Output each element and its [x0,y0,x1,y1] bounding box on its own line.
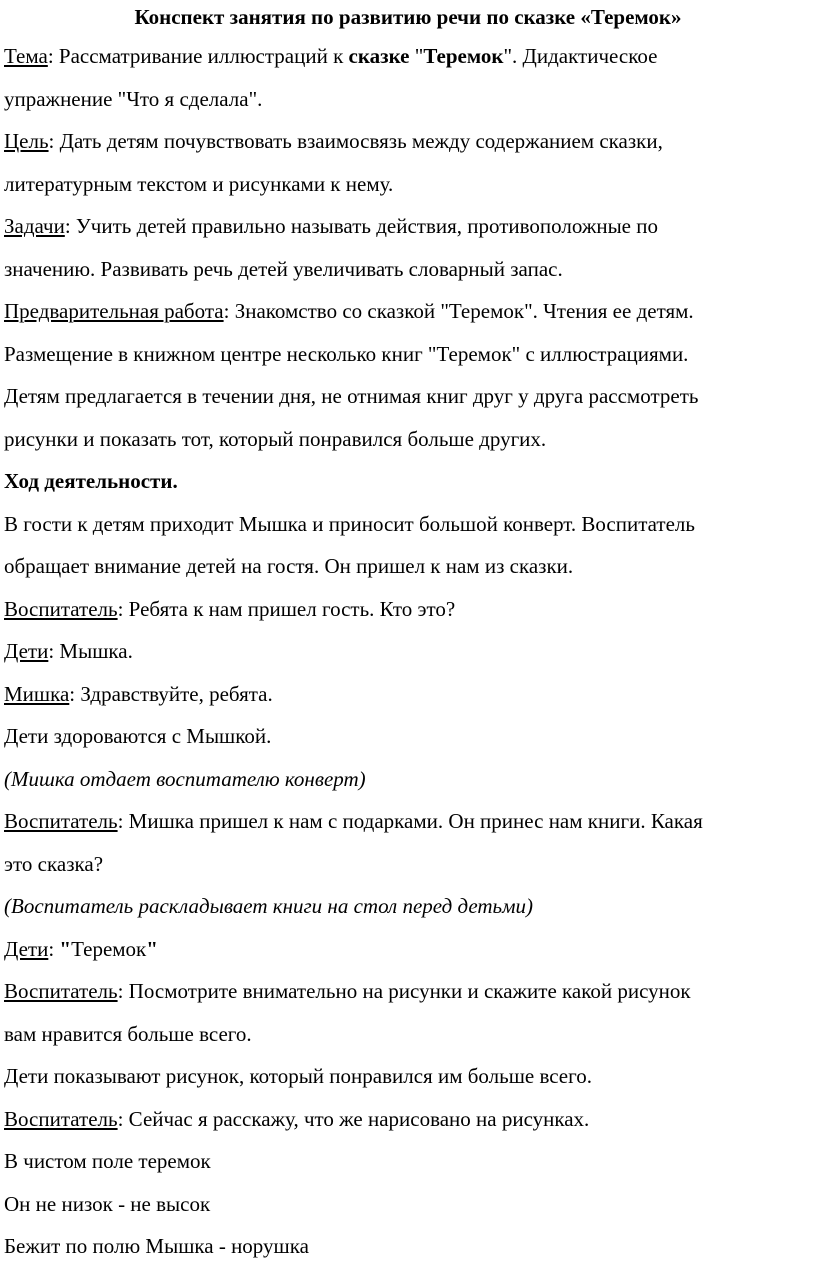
prep-text: : Знакомство со сказкой "Теремок". Чтения ее детям. [223,299,694,323]
topic-bold-2: Теремок [423,44,504,68]
speaker-label: Воспитатель [4,979,118,1003]
speaker-label: Воспитатель [4,596,118,621]
section-heading: Ход деятельности. [4,469,178,493]
topic-text-c: " [409,44,424,68]
speaker-label: Мишка [4,681,70,706]
text-line: значению. Развивать речь детей увеличивать словарный запас. [4,256,563,281]
topic-label: Тема [4,44,48,68]
dialogue-line [4,673,812,716]
dialogue-line [4,1098,812,1141]
tasks-line [4,205,812,248]
stage-direction: (Мишка отдает воспитателю конверт) [4,766,366,791]
speaker-label: Дети [4,936,49,961]
text-line: В гости к детям приходит Мышка и приносит большой конверт. Воспитатель [4,511,695,536]
dialogue-line [4,928,812,971]
speaker-label: Дети [4,639,49,663]
dialogue-text: : Ребята к нам пришел гость. Кто это? [117,596,456,621]
tasks-label: Задачи [4,214,65,238]
poem-line: Бежит по полю Мышка - норушка [4,1234,309,1258]
dialogue-text: : Мишка пришел к нам с подарками. Он принес нам книги. Какая [117,809,703,833]
dialogue-text: : Здравствуйте, ребята. [69,681,273,706]
topic-text-a: : Рассматривание иллюстраций к [47,44,349,68]
dialogue-text: : Мышка. [48,639,133,663]
text-line: литературным текстом и рисунками к нему. [4,171,394,196]
text-line: Дети показывают рисунок, который понравился им больше всего. [4,1064,592,1088]
topic-bold-1: сказке [348,44,410,68]
topic-text-d: ". Дидактическое [503,44,658,68]
prep-line [4,290,812,333]
speaker-label: Воспитатель [4,1106,118,1131]
goal-label: Цель [4,129,49,153]
text-line: упражнение "Что я сделала". [4,86,263,111]
poem-line: Он не низок - не высок [4,1191,211,1216]
prep-label: Предварительная работа [4,299,224,323]
dialogue-text: : [48,936,60,961]
text-line: Детям предлагается в течении дня, не отнимая книг друг у друга рассмотреть [4,384,699,408]
text-line: вам нравится больше всего. [4,1021,252,1046]
dialogue-line [4,588,812,631]
topic-line [4,35,812,78]
dialogue-line [4,800,812,843]
text-line: Дети здороваются с Мышкой. [4,724,272,748]
dialogue-text: : Сейчас я расскажу, что же нарисовано на рисунках. [117,1106,590,1131]
tasks-text: : Учить детей правильно называть действия, противоположные по [64,214,658,238]
quote-mark-open: " [59,936,72,961]
dialogue-text: Теремок [71,936,147,961]
dialogue-line [4,630,812,673]
text-line: Размещение в книжном центре несколько книг "Теремок" с иллюстрациями. [4,341,689,366]
dialogue-text: : Посмотрите внимательно на рисунки и скажите какой рисунок [117,979,691,1003]
document-title: Конспект занятия по развитию речи по сказке «Теремок» [134,5,682,29]
text-line: обращает внимание детей на гостя. Он пришел к нам из сказки. [4,554,574,578]
text-line: это сказка? [4,851,104,876]
speaker-label: Воспитатель [4,809,118,833]
dialogue-line [4,970,812,1013]
goal-text: : Дать детям почувствовать взаимосвязь между содержанием сказки, [48,129,663,153]
text-line: рисунки и показать тот, который понравился больше других. [4,426,547,451]
poem-line: В чистом поле теремок [4,1149,211,1173]
quote-mark-close: " [146,936,158,961]
stage-direction: (Воспитатель раскладывает книги на стол перед детьми) [4,894,533,918]
goal-line [4,120,812,163]
